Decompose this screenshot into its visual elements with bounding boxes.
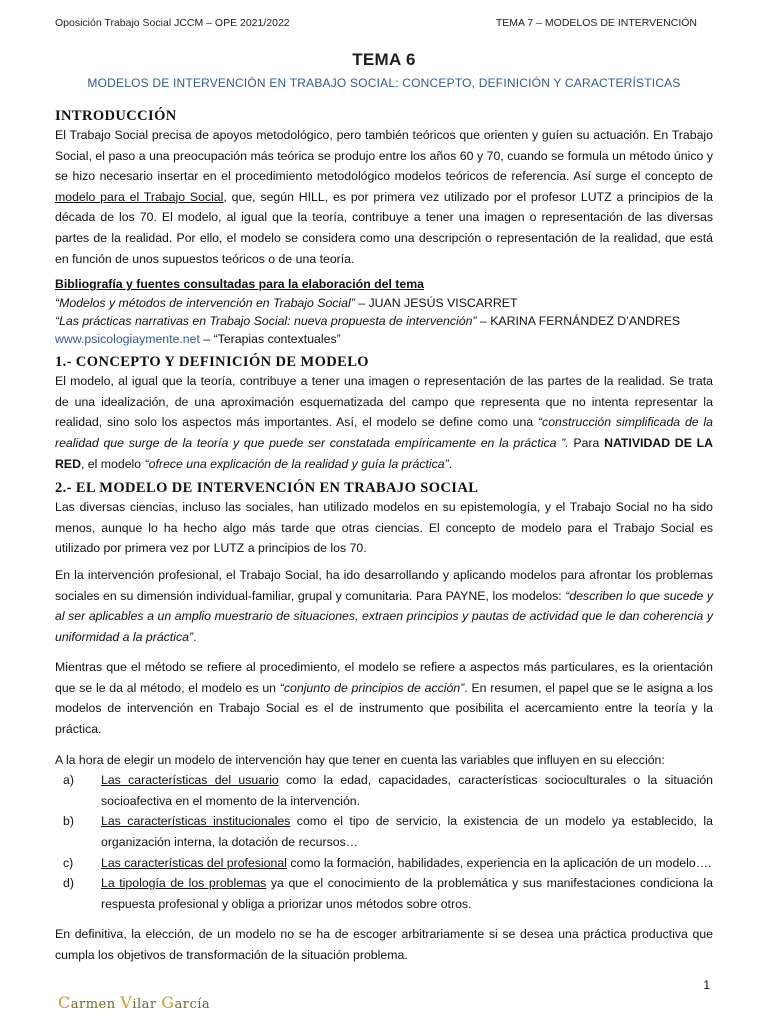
bib-3-rest: – “Terapias contextuales”: [199, 332, 341, 347]
list-item: [55, 853, 713, 874]
section-2-paragraph-1: Las diversas ciencias, incluso las sociales, han utilizado modelos en su epistemología, y el Trabajo Social no ha sido menos, aunque lo ha hecho algo más tarde que otras ciencias. El concepto de modelo para el Trabajo Social es utilizado por primera vez por LUTZ a principios de los 70.: [55, 500, 713, 556]
list-item-text: como el tipo de servicio, la existencia de un modelo ya establecido, la organización interna, la dotación de recursos…: [101, 814, 713, 850]
bib-2-author: – KARINA FERNÁNDEZ D’ANDRES: [476, 314, 681, 329]
s2p3-text-b: . En resumen, el papel que se le asigna a los modelos de intervención en Trabajo Social es el de instrumento que posibilita el acercamiento entre la teoría y la práctica.: [55, 680, 713, 737]
list-item: [55, 873, 713, 914]
section-1-heading: 1.- CONCEPTO Y DEFINICIÓN DE MODELO: [55, 354, 369, 371]
intro-paragraph: [55, 125, 713, 269]
list-item-text: como la edad, capacidades, características socioculturales o la situación socioafectiva en el momento de la intervención.: [101, 773, 713, 808]
list-item-lead: Las características institucionales: [101, 814, 291, 829]
list-item-text: ya que el conocimiento de la problemática y sus manifestaciones condiciona la respuesta profesional y obliga a priorizar unos métodos sobre otros.: [101, 876, 713, 911]
s2p2-text-b: .: [193, 629, 197, 644]
page-subtitle: MODELOS DE INTERVENCIÓN EN TRABAJO SOCIAL: CONCEPTO, DEFINICIÓN Y CARACTERÍSTICAS: [87, 76, 681, 90]
bib-entry-1: [55, 294, 713, 312]
list-marker: a): [63, 773, 74, 788]
sig-initial-v: V: [120, 993, 133, 1012]
variables-list: [55, 770, 713, 914]
s1-author: NATIVIDAD DE LA RED: [55, 435, 713, 471]
s2p2-text-a: En la intervención profesional, el Trabajo Social, ha ido desarrollando y aplicando modelos para afrontar los problemas sociales en su dimensión individual-familiar, grupal y comunitaria. Para PAYNE, los modelos:: [55, 567, 713, 603]
bib-2-title: “Las prácticas narrativas en Trabajo Social: nueva propuesta de intervención”: [55, 314, 477, 329]
content: [55, 108, 713, 966]
page-title: TEMA 6: [352, 50, 416, 69]
list-item-text: como la formación, habilidades, experiencia en la aplicación de un modelo….: [286, 855, 712, 870]
s1-quote-2: “ofrece una explicación de la realidad y guía la práctica”: [144, 456, 449, 471]
intro-text-a: El Trabajo Social precisa de apoyos metodológico, pero también teóricos que orienten y guíen su actuación. En Trabajo Social, el paso a una preocupación más teórica se produjo entre los años 60 y 70, cuando se formula un método único y se hizo necesario insertar en el procedimiento metodológico modelos teóricos de referencia. Así surge el concepto de: [55, 128, 713, 184]
bib-3-link[interactable]: www.psicologiaymente.net: [55, 332, 200, 347]
sig-part-3: arcía: [174, 997, 211, 1012]
section-2-heading: 2.- EL MODELO DE INTERVENCIÓN EN TRABAJO SOCIAL: [55, 480, 479, 497]
intro-text-b: , que, según HILL, es por primera vez utilizado por el profesor LUTZ a principios de la década de los 70. El modelo, al igual que la teoría, contribuye a tener una imagen o representación de las diversas partes de la realidad. Por ello, el modelo se considera como una descripción o representación de la realidad, que está en función de unos supuestos teóricos o de una teoría.: [55, 189, 713, 266]
sig-initial-c: C: [58, 993, 71, 1012]
list-marker: d): [63, 876, 74, 891]
s2p3-quote: “conjunto de principios de acción”: [279, 680, 465, 695]
section-2-paragraph-4: A la hora de elegir un modelo de intervención hay que tener en cuenta las variables que influyen en su elección:: [55, 752, 665, 767]
s1-text-a: El modelo, al igual que la teoría, contribuye a tener una imagen o representación de las partes de la realidad. Se trata de una idealización, de una aproximación esquematizada del campo que representa que no intenta representar la realidad, sino solo los aspectos más importantes. Así, el modelo se define como una: [55, 374, 713, 430]
sig-initial-g: G: [161, 993, 175, 1012]
s2p3-text-a: Mientras que el método se refiere al procedimiento, el modelo se refiere a aspectos más particulares, es la orientación que se le da al método, el modelo es un: [55, 660, 713, 695]
s1-text-d: .: [448, 456, 453, 471]
intro-heading: INTRODUCCIÓN: [55, 108, 177, 124]
page-number: 1: [703, 978, 710, 992]
list-item-lead: Las características del profesional: [101, 855, 287, 870]
title-block: [55, 50, 713, 90]
sig-part-1: armen: [70, 997, 121, 1012]
section-2-paragraph-2: [55, 565, 713, 647]
list-marker: c): [63, 855, 74, 870]
section-2-paragraph-5: En definitiva, la elección, de un modelo no se ha de escoger arbitrariamente si se desea una práctica productiva que cumpla los objetivos de transformación de la situación problema.: [55, 927, 713, 962]
list-item: [55, 770, 713, 811]
intro-link: modelo para el Trabajo Social: [55, 189, 224, 204]
header-right: TEMA 7 – MODELOS DE INTERVENCIÓN: [495, 17, 697, 29]
bib-1-title: “Modelos y métodos de intervención en Trabajo Social”: [55, 296, 355, 311]
list-item-lead: Las características del usuario: [101, 773, 279, 788]
s1-quote: “construcción simplificada de la realidad que surge de la teoría y que puede ser constatada empíricamente en la práctica ”.: [55, 415, 713, 450]
bib-entry-2: [55, 312, 713, 330]
section-1-paragraph: [55, 371, 713, 474]
header-left: Oposición Trabajo Social JCCM – OPE 2021/2022: [55, 17, 290, 29]
section-2-paragraph-3: [55, 657, 713, 739]
bib-entry-3: [55, 330, 713, 348]
bibliography-title: Bibliografía y fuentes consultadas para la elaboración del tema: [55, 277, 425, 292]
author-signature: [58, 993, 210, 1012]
s2p2-quote: “describen lo que sucede y al ser aplicables a un amplio muestrario de situaciones, extraen principios y pautas de actividad que le dan coherencia y uniformidad a la práctica”: [55, 588, 713, 644]
sig-part-2: ilar: [132, 997, 162, 1012]
list-item: [55, 811, 713, 852]
list-marker: b): [63, 814, 74, 829]
bibliography: [55, 275, 713, 348]
list-item-lead: La tipología de los problemas: [101, 876, 267, 891]
bib-1-author: – JUAN JESÚS VISCARRET: [354, 296, 518, 311]
s1-text-c: , el modelo: [80, 456, 145, 471]
s1-text-b: Para: [568, 435, 605, 450]
